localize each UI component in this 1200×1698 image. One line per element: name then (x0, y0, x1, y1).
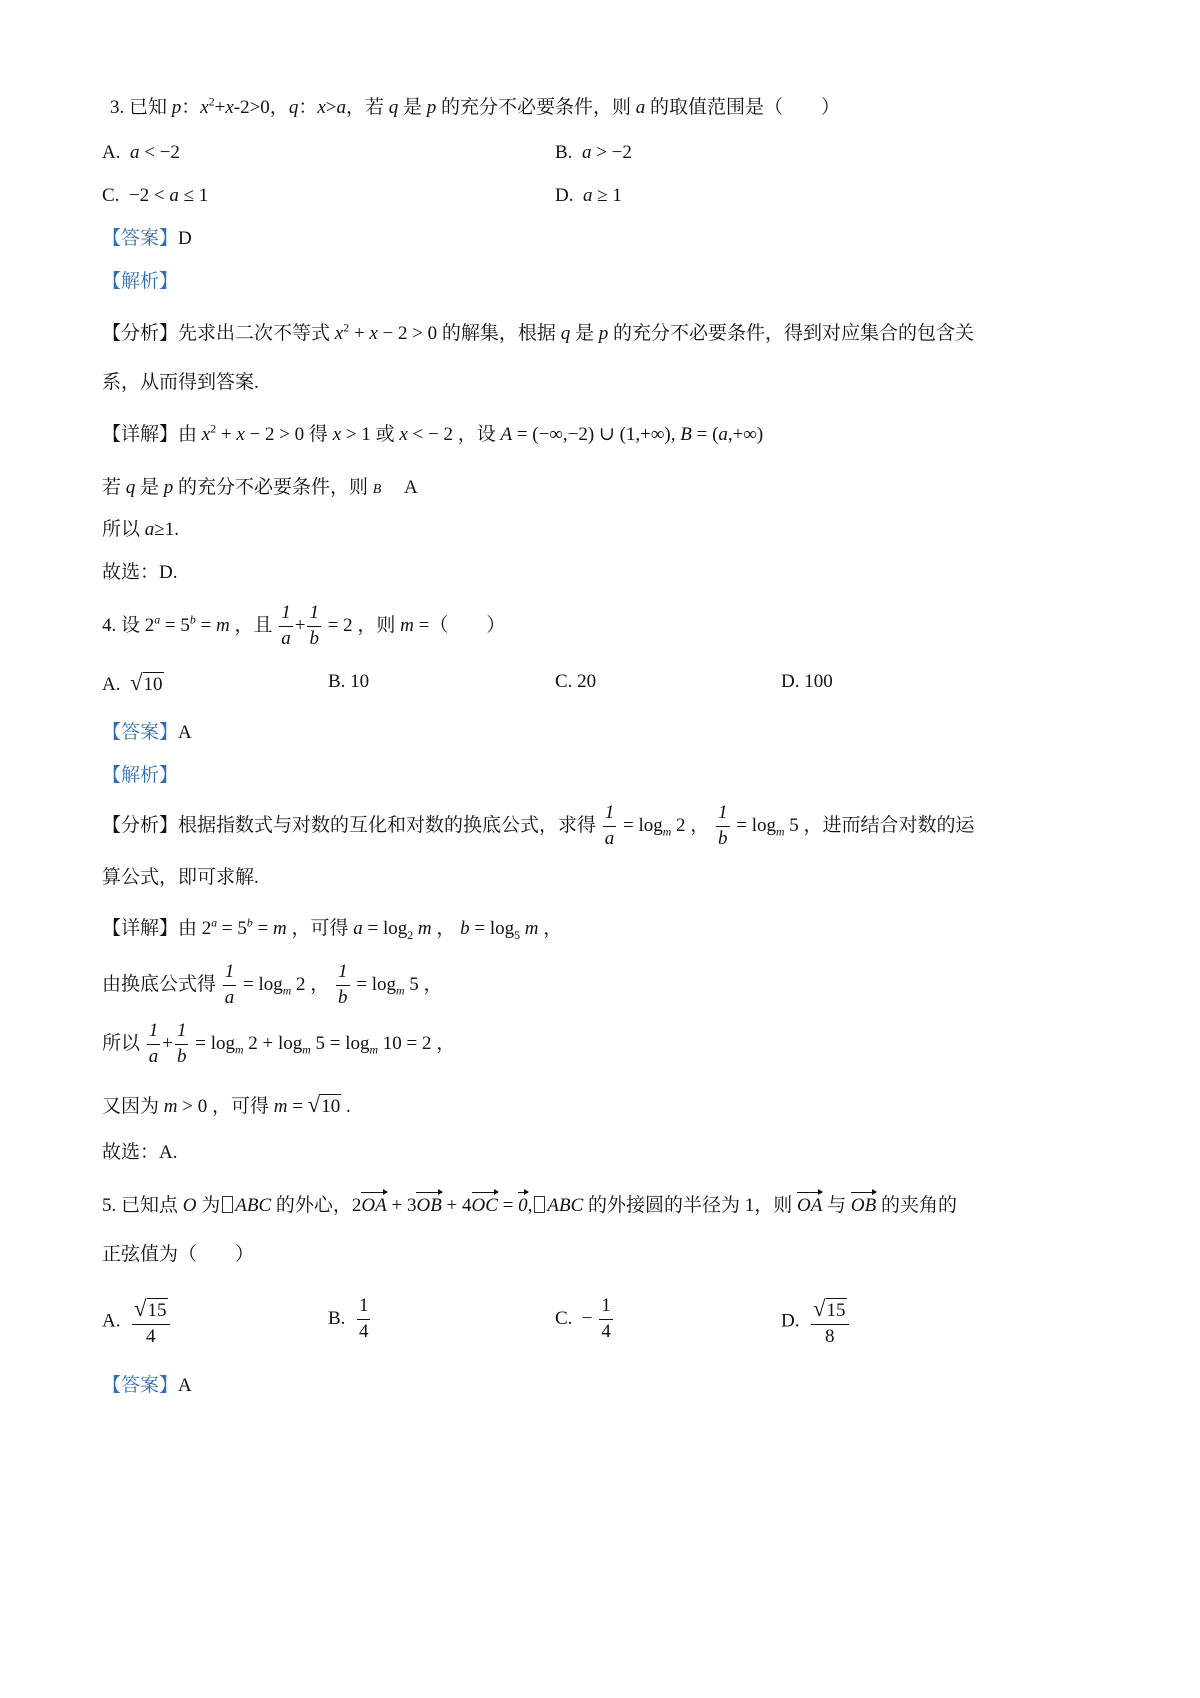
q4-xiangjie-line-3: 所以 $\frac{1}{a}$ + $\frac{1}{b}$ = $\log_m 2 + \log_m 5 = \log_m 10 = 2$ ， (102, 1020, 456, 1067)
q3-option-b: B. a > −2 (555, 142, 632, 163)
q5-option-d: D. $\frac{√15}{8}$ (781, 1296, 851, 1348)
q4-xiangjie-line-5: 故选：A. (102, 1142, 178, 1163)
q4-fenxi-line-2: 算公式，即可求解. (102, 867, 259, 888)
q3-xiangjie-line-1: 【详解】由 $x^2 + x - 2 > 0$ 得 x > 1 或 x < − 2 ，设 A = (−∞,−2) ∪ (1,+∞), B = (a,+∞) (102, 422, 764, 445)
q4-xiangjie-line-1: 【详解】由 $2^a = 5^b = m$ ，可得 $a = \log_2 m$ ， $b = \log_5 m$ ， (102, 916, 563, 942)
q4-answer: 【答案】A (102, 722, 192, 743)
q5-answer: 【答案】A (102, 1375, 192, 1396)
q3-analysis-heading: 【解析】 (102, 271, 179, 292)
q5-stem-line-1: 5. 已知点 O 为 ABC 的外心，2OA + 3OB + 4OC = 0, ABC 的外接圆的半径为 1，则 OA 与 OB 的夹角的 (102, 1190, 957, 1215)
q3-option-d: D. a ≥ 1 (555, 185, 622, 206)
q4-analysis-heading: 【解析】 (102, 765, 179, 786)
q3-option-c: C. −2 < a ≤ 1 (102, 185, 209, 206)
q4-option-b: B. 10 (328, 671, 370, 692)
q3-fenxi-line-2: 系，从而得到答案. (102, 372, 259, 393)
q5-option-a: A. $\frac{√15}{4}$ (102, 1296, 172, 1348)
q3-fenxi-line-1: 【分析】先求出二次不等式 $x^2 + x - 2 > 0$ 的解集，根据 q 是 p 的充分不必要条件，得到对应集合的包含关 (102, 321, 974, 344)
q3-stem: 3. 已知 p：$x^2+x-2>0$，q：x>a，若 q 是 p 的充分不必要条件，则 a 的取值范围是（ ） (110, 95, 841, 118)
q3-xiangjie-line-3: 所以 a≥1. (102, 519, 179, 540)
q4-option-a: A. √10 (102, 670, 163, 695)
q5-option-b: B. $\frac{1}{4}$ (328, 1295, 369, 1342)
q4-xiangjie-line-4: 又因为 m > 0 ，可得 m = √10 . (102, 1092, 351, 1117)
q4-stem: 4. 设 $2^a = 5^b = m$ ，且 $\frac{1}{a}$ + $\frac{1}{b}$ = 2 ，则 m =（ ） (102, 602, 506, 649)
q5-stem-line-2: 正弦值为（ ） (102, 1244, 255, 1265)
q3-option-a: A. a < −2 (102, 142, 180, 163)
q3-answer: 【答案】D (102, 228, 192, 249)
q4-option-c: C. 20 (555, 671, 597, 692)
q3-xiangjie-line-2: 若 q 是 p 的充分不必要条件，则 B A (102, 477, 418, 498)
q4-xiangjie-line-2: 由换底公式得 $\frac{1}{a}$ = $\log_m 2$ ， $\frac{1}{b}$ = $\log_m 5$ ， (102, 961, 443, 1008)
q5-option-c: C. − $\frac{1}{4}$ (555, 1295, 611, 1342)
q3-xiangjie-line-4: 故选：D. (102, 562, 178, 583)
q4-fenxi-line-1: 【分析】根据指数式与对数的互化和对数的换底公式，求得 $\frac{1}{a}$ = $\log_m 2$ ， $\frac{1}{b}$ = $\log_m 5$ ，进而结合对数的运 (102, 802, 975, 849)
q4-option-d: D. 100 (781, 671, 833, 692)
